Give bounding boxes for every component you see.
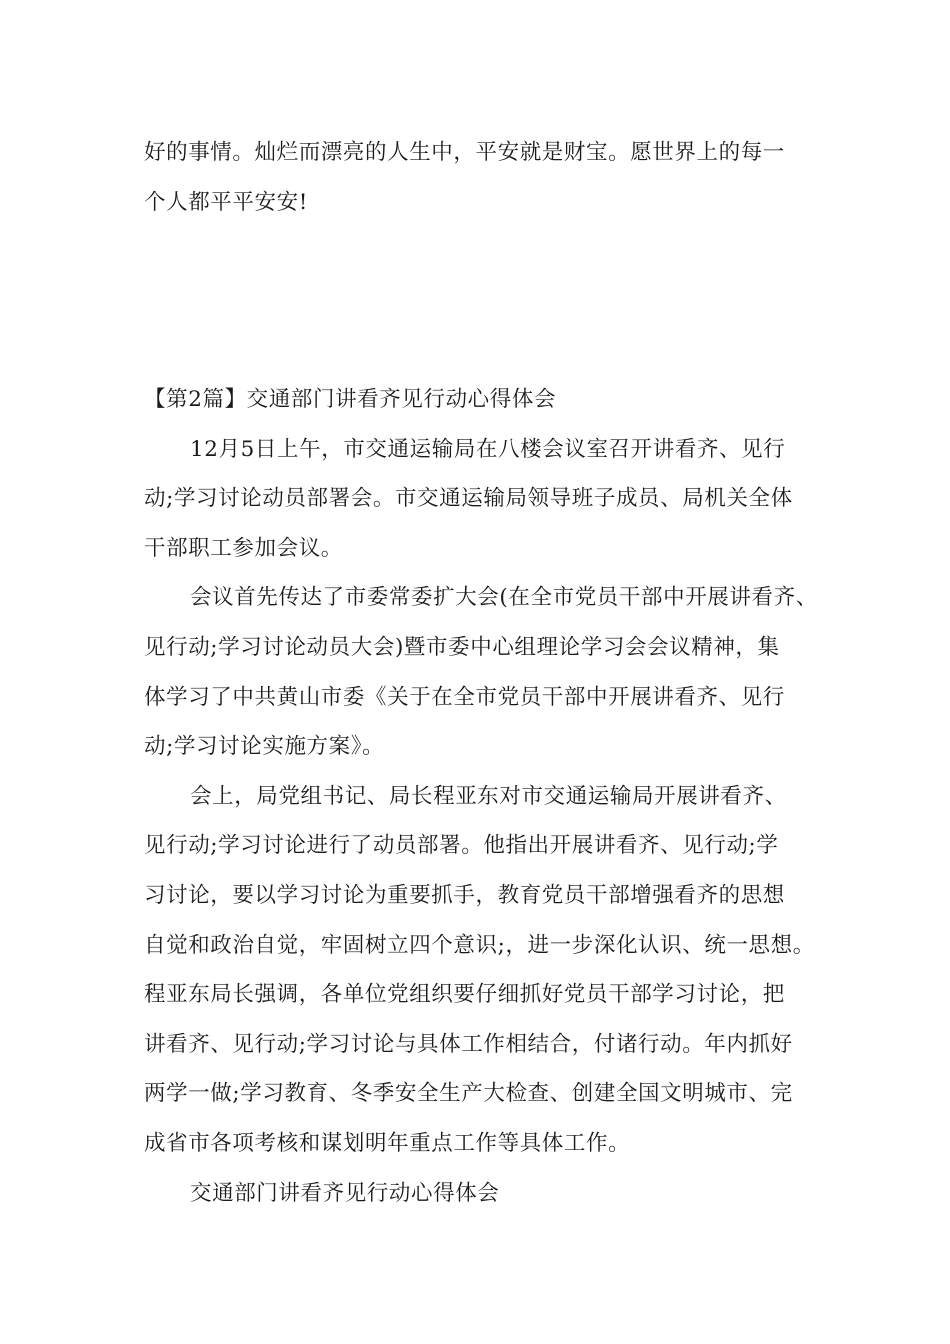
text-line: 动;学习讨论实施方案》。 (144, 734, 385, 760)
text-line: 见行动;学习讨论进行了动员部署。他指出开展讲看齐、见行动;学 (144, 833, 779, 859)
text-line: 程亚东局长强调，各单位党组织要仔细抓好党员干部学习讨论，把 (144, 982, 785, 1008)
text-line: 动;学习讨论动员部署会。市交通运输局领导班子成员、局机关全体 (144, 486, 793, 512)
top-continuation-paragraph (144, 128, 824, 227)
text-line: 见行动;学习讨论动员大会)暨市委中心组理论学习会会议精神，集 (144, 634, 780, 660)
text-line: 干部职工参加会议。 (144, 535, 343, 561)
article-heading (144, 375, 824, 425)
article-paragraph-4 (144, 1169, 824, 1219)
text-line: 两学一做;学习教育、冬季安全生产大检查、创建全国文明城市、完 (144, 1081, 793, 1107)
text-line: 会上，局党组书记、局长程亚东对市交通运输局开展讲看齐、 (190, 783, 787, 809)
article-paragraph-1 (144, 425, 824, 574)
text-line: 习讨论，要以学习讨论为重要抓手，教育党员干部增强看齐的思想 (144, 882, 785, 908)
text-line: 会议首先传达了市委常委扩大会(在全市党员干部中开展讲看齐、 (190, 585, 818, 611)
text-line: 12月5日上午，市交通运输局在八楼会议室召开讲看齐、见行 (190, 436, 786, 462)
article-paragraph-2 (144, 573, 824, 771)
text-line: 讲看齐、见行动;学习讨论与具体工作相结合，付诸行动。年内抓好 (144, 1031, 793, 1057)
text-line: 自觉和政治自觉，牢固树立四个意识;，进一步深化认识、统一思想。 (144, 932, 815, 958)
article-heading-text: 【第2篇】交通部门讲看齐见行动心得体会 (144, 387, 557, 412)
text-line: 个人都平平安安! (144, 189, 308, 215)
text-line: 体学习了中共黄山市委《关于在全市党员干部中开展讲看齐、见行 (144, 684, 785, 710)
text-line: 好的事情。灿烂而漂亮的人生中，平安就是财宝。愿世界上的每一 (144, 140, 785, 165)
text-line: 成省市各项考核和谋划明年重点工作等具体工作。 (144, 1130, 631, 1156)
article-paragraph-3 (144, 772, 824, 1169)
text-line: 交通部门讲看齐见行动心得体会 (190, 1180, 500, 1206)
